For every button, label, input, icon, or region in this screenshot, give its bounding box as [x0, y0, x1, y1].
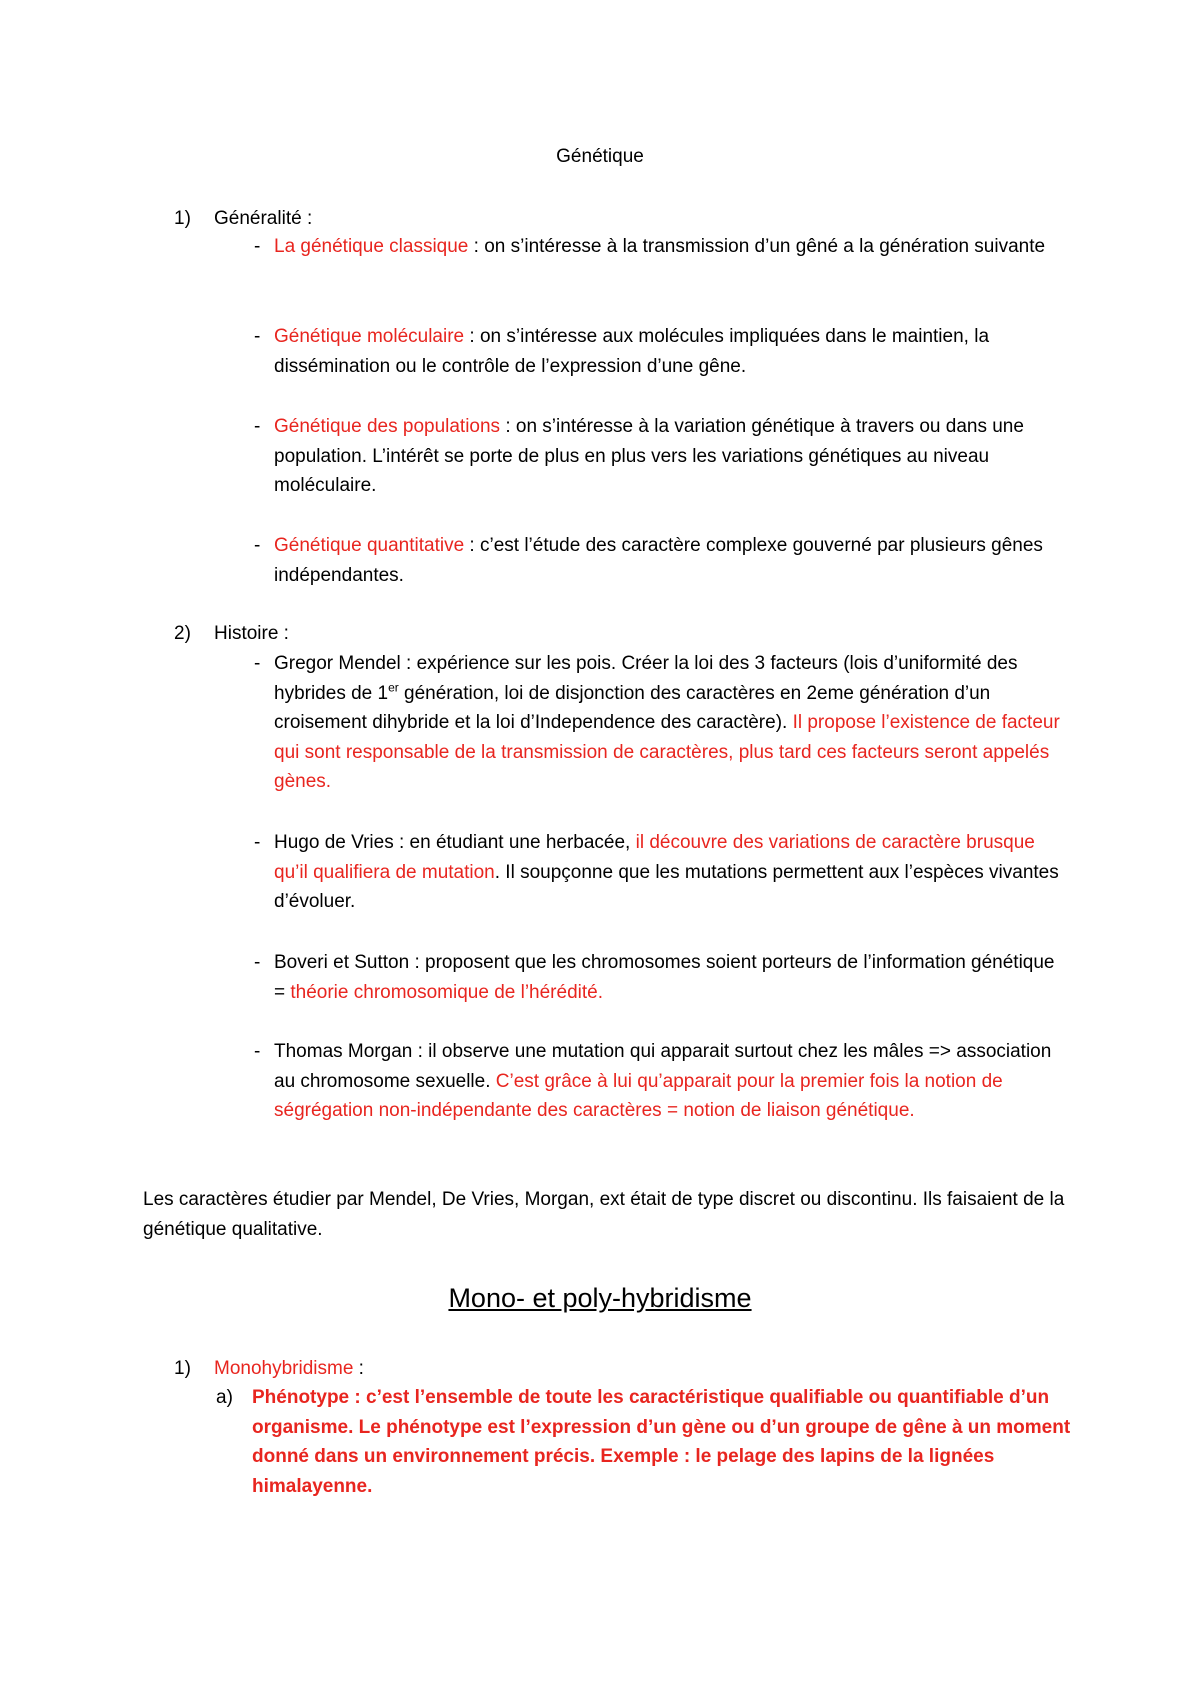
list-item-genetique-classique: - La génétique classique : on s’intéresse à la transmission d’un gêné a la génération suivante	[254, 236, 1046, 257]
section-number: 1)	[174, 208, 191, 229]
term-genetique-moleculaire: Génétique moléculaire	[274, 326, 465, 347]
section-generalite-heading	[174, 205, 312, 233]
sub-item-letter: a)	[216, 1387, 233, 1408]
section-title: Histoire :	[214, 623, 289, 644]
definition-text: : c’est l’étude des caractère complexe gouverné par plusieurs gênes indépendantes.	[274, 535, 1043, 586]
term-genetique-classique: La génétique classique	[274, 236, 469, 257]
list-item-genetique-populations: - Génétique des populations : on s’intéresse à la variation génétique à travers ou dans une population. L’intérêt se porte de plus en plus vers les variations génétiques au niveau moléculaire.	[254, 416, 1024, 496]
phenotype-definition: Phénotype : c’est l’ensemble de toute les caractéristique qualifiable ou quantifiable d’un organisme. Le phénotype est l’expression d’un gène ou d’un groupe de gêne à un moment donné dans un environnement précis. Exemple : le pelage des lapins de la lignées himalayenne.	[252, 1387, 1071, 1497]
definition-text: : on s’intéresse aux molécules impliquées dans le maintien, la dissémination ou le contrôle de l’expression d’une gêne.	[274, 326, 990, 377]
highlight-text: Il propose l’existence de facteur qui sont responsable de la transmission de caractères, plus tard ces facteurs seront appelés gènes.	[274, 712, 1060, 792]
definition-text: : on s’intéresse à la variation génétique à travers ou dans une population. L’intérêt se porte de plus en plus vers les variations génétiques au niveau moléculaire.	[274, 416, 1024, 496]
term-genetique-populations: Génétique des populations	[274, 416, 501, 437]
term-genetique-quantitative: Génétique quantitative	[274, 535, 465, 556]
heading-mono-poly-hybridisme: Mono- et poly-hybridisme	[448, 1283, 752, 1313]
document-title: Génétique	[556, 146, 644, 167]
summary-paragraph: Les caractères étudier par Mendel, De Vries, Morgan, ext était de type discret ou discontinu. Ils faisaient de la génétique qualitative.	[143, 1189, 1065, 1240]
highlight-text: C’est grâce à lui qu’apparait pour la premier fois la notion de ségrégation non-indépendante des caractères = notion de liaison génétique.	[274, 1070, 1003, 1121]
section-histoire-heading	[174, 620, 289, 648]
section-title: Généralité :	[214, 208, 313, 229]
highlight-text: théorie chromosomique de l’hérédité.	[290, 981, 603, 1003]
list-item-morgan: - Thomas Morgan : il observe une mutation qui apparait surtout chez les mâles => association au chromosome sexuelle. C’est grâce à lui qu’apparait pour la premier fois la notion de ségrégation non-indépendante des caractères = notion de liaison génétique.	[254, 1041, 1052, 1121]
section-monohybridisme-heading: 1) Monohybridisme :	[174, 1355, 364, 1383]
list-item-genetique-quantitative: - Génétique quantitative : c’est l’étude des caractère complexe gouverné par plusieurs gênes indépendantes.	[254, 535, 1043, 586]
sub-item-phenotype	[216, 1383, 1072, 1501]
list-item-mendel: - Gregor Mendel : expérience sur les pois. Créer la loi des 3 facteurs (lois d’uniformité des hybrides de 1er génération, loi de disjonction des caractères en 2eme génération d’un croisement dihybride et la loi d’Independence des caractère). Il propose l’existence de facteur qui sont responsable de la transmission de caractères, plus tard ces facteurs seront appelés gènes.	[254, 653, 1060, 792]
highlight-text: il découvre des variations de caractère brusque qu’il qualifiera de mutation	[274, 832, 1035, 883]
list-item-de-vries: - Hugo de Vries : en étudiant une herbacée, il découvre des variations de caractère brusque qu’il qualifiera de mutation. Il soupçonne que les mutations permettent aux l’espèces vivantes d’évoluer.	[254, 832, 1059, 912]
section-number: 2)	[174, 623, 191, 644]
list-item-boveri-sutton: - Boveri et Sutton : proposent que les chromosomes soient porteurs de l’information génétique = théorie chromosomique de l’hérédité.	[254, 952, 1055, 1003]
list-item-genetique-moleculaire: - Génétique moléculaire : on s’intéresse aux molécules impliquées dans le maintien, la dissémination ou le contrôle de l’expression d’une gêne.	[254, 326, 990, 377]
section-title: Monohybridisme	[214, 1358, 354, 1379]
section-number: 1)	[174, 1358, 191, 1379]
definition-text: : on s’intéresse à la transmission d’un gêné a la génération suivante	[468, 236, 1046, 257]
